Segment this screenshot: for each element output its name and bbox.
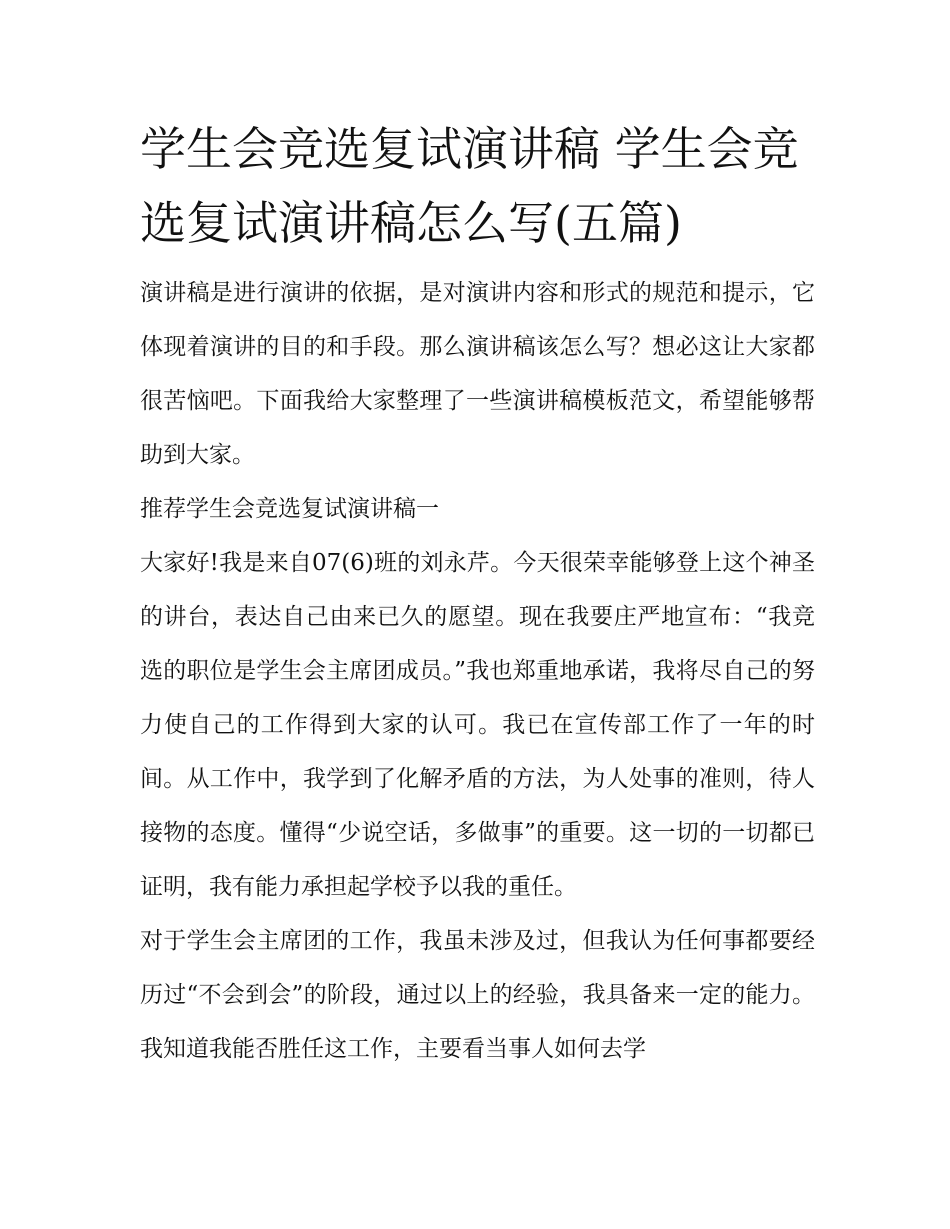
section-heading: 推荐学生会竞选复试演讲稿一: [140, 496, 439, 522]
document-title: 学生会竞选复试演讲稿 学生会竞选复试演讲稿怎么写(五篇): [140, 122, 799, 250]
document-body: [140, 112, 815, 1076]
body-paragraph-2: 对于学生会主席团的工作，我虽未涉及过，但我认为任何事都要经历过“不会到会”的阶段，通过以上的经验，我具备来一定的能力。我知道我能否胜任这工作，主要看当事人如何去学: [140, 928, 815, 1062]
body-paragraph-1: 大家好!我是来自07(6)班的刘永芹。今天很荣幸能够登上这个神圣的讲台，表达自己由来已久的愿望。现在我要庄严地宣布：“我竞选的职位是学生会主席团成员。”我也郑重地承诺，我将尽自己的努力使自己的工作得到大家的认可。我已在宣传部工作了一年的时间。从工作中，我学到了化解矛盾的方法，为人处事的准则，待人接物的态度。懂得“少说空话，多做事”的重要。这一切的一切都已证明，我有能力承担起学校予以我的重任。: [140, 550, 815, 900]
intro-paragraph: 演讲稿是进行演讲的依据，是对演讲内容和形式的规范和提示，它体现着演讲的目的和手段。那么演讲稿该怎么写？想必这让大家都很苦恼吧。下面我给大家整理了一些演讲稿模板范文，希望能够帮助到大家。: [140, 280, 815, 468]
